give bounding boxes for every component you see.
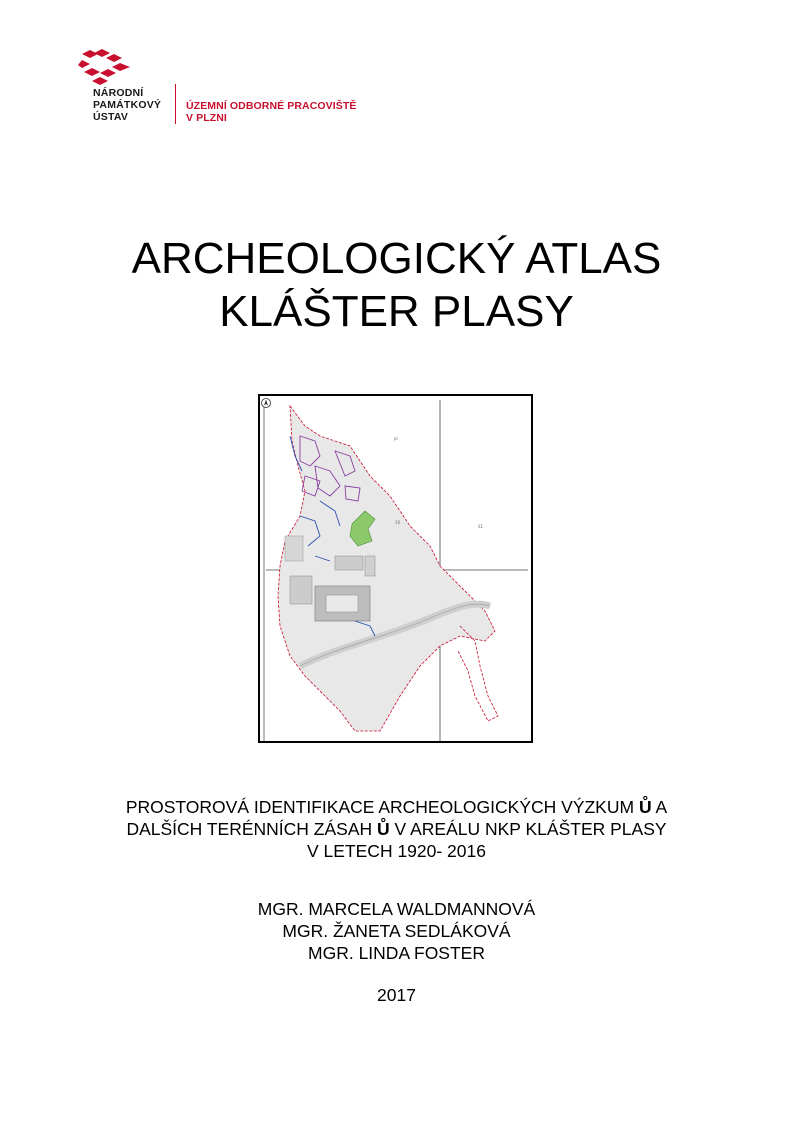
svg-text:pl: pl [394, 436, 398, 441]
authors-list [0, 898, 793, 964]
subtitle-text: PROSTOROVÁ IDENTIFIKACE ARCHEOLOGICKÝCH VÝZKUM [125, 797, 639, 817]
subtitle-text: A [651, 797, 668, 817]
subtitle-text: DALŠÍCH TERÉNNÍCH ZÁSAH [126, 819, 378, 839]
subtitle-bold-char: Ů [377, 819, 390, 839]
author-name: MGR. LINDA FOSTER [308, 943, 485, 963]
svg-text:10: 10 [395, 520, 401, 525]
subtitle-line-2 [0, 818, 793, 840]
document-title [0, 232, 793, 338]
institution-line: PAMÁTKOVÝ [93, 99, 162, 111]
institution-line: ÚSTAV [93, 111, 129, 123]
subtitle-bold-char: Ů [638, 797, 652, 817]
npu-logo-mark-icon [78, 48, 134, 86]
department-name [186, 100, 357, 124]
institution-line: NÁRODNÍ [93, 87, 144, 99]
site-map-drawing [260, 396, 531, 741]
document-subtitle [0, 796, 793, 862]
author-name: MGR. ŽANETA SEDLÁKOVÁ [282, 921, 511, 941]
npu-logo [78, 48, 378, 128]
author-name: MGR. MARCELA WALDMANNOVÁ [257, 899, 536, 919]
svg-text:S1: S1 [478, 524, 484, 529]
subtitle-text: V AREÁLU NKP KLÁŠTER PLASY [389, 819, 667, 839]
department-line: ÚZEMNÍ ODBORNÉ PRACOVIŠTĚ [186, 100, 357, 112]
institution-name [93, 87, 161, 123]
subtitle-line-3: V LETECH 1920- 2016 [307, 841, 486, 861]
north-arrow-icon [262, 399, 271, 408]
publication-year: 2017 [377, 985, 416, 1005]
logo-divider [175, 84, 176, 124]
title-line-1: ARCHEOLOGICKÝ ATLAS [131, 234, 662, 283]
subtitle-line-1 [0, 796, 793, 818]
title-line-2: KLÁŠTER PLASY [219, 287, 574, 336]
site-map [258, 394, 533, 743]
department-line: V PLZNI [186, 112, 227, 124]
